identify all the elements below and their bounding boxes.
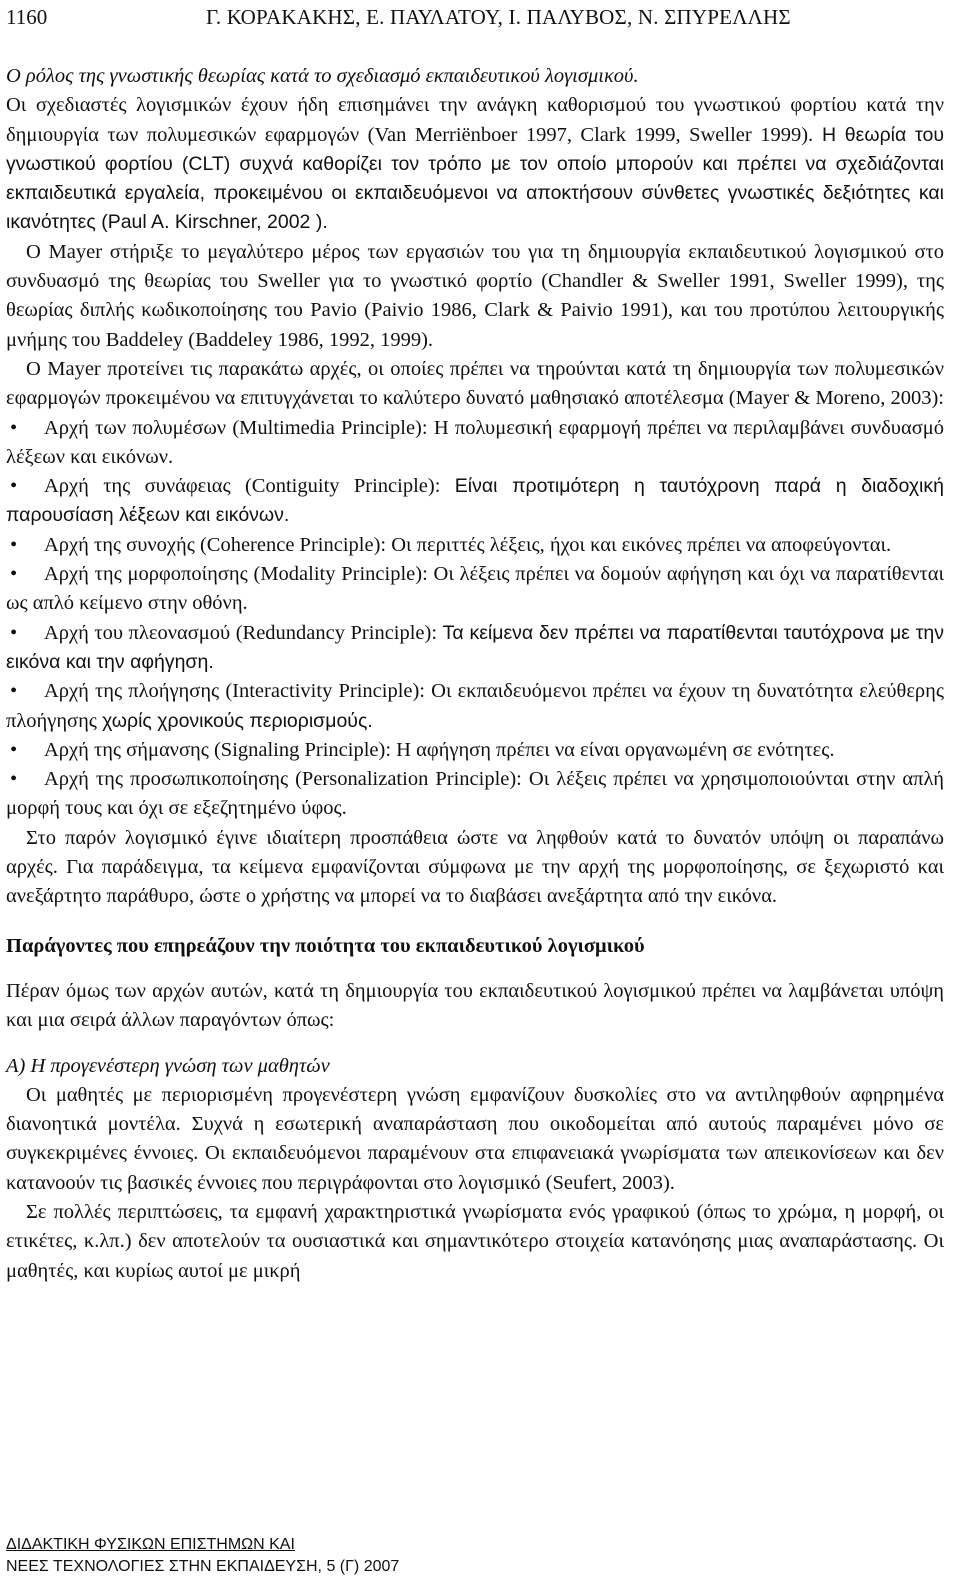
paragraph: Στο παρόν λογισμικό έγινε ιδιαίτερη προσπάθεια ώστε να ληφθούν κατά το δυνατόν υπόψη οι παραπάνω αρχές. Για παράδειγμα, τα κείμενα εμφανίζονται σύμφωνα με την αρχή της μορφοποίησης, σε ξεχωριστό και ανεξάρτητο παράθυρο, ώστε ο χρήστης να μπορεί να το διαβάσει ανεξάρτητα από την εικόνα. bbox=[6, 826, 944, 908]
body-text bbox=[6, 42, 944, 1286]
paragraph: Ο Mayer προτείνει τις παρακάτω αρχές, οι οποίες πρέπει να τηρούνται κατά τη δημιουργία των πολυμεσικών εφαρμογών προκειμένου να επιτυγχάνεται το καλύτερο δυνατό μαθησιακό αποτέλεσμα (Mayer & Moreno, 2003): bbox=[6, 357, 944, 410]
list-item: • Αρχή του πλεονασμού (Redundancy Principle): Τα κείμενα δεν πρέπει να παρατίθενται ταυτόχρονα με την εικόνα και την αφήγηση. bbox=[6, 619, 944, 678]
footer-line: ΝΕΕΣ ΤΕΧΝΟΛΟΓΙΕΣ ΣΤΗΝ ΕΚΠΑΙΔΕΥΣΗ, 5 (Γ) 2007 bbox=[6, 1558, 400, 1575]
bullet-icon: • bbox=[10, 475, 18, 498]
paragraph bbox=[6, 91, 944, 237]
paragraph: Πέραν όμως των αρχών αυτών, κατά τη δημιουργία του εκπαιδευτικού λογισμικού πρέπει να λαμβάνεται υπόψη και μια σειρά άλλων παραγόντων όπως: bbox=[6, 979, 944, 1032]
running-header-authors: Γ. ΚΟΡΑΚΑΚΗΣ, Ε. ΠΑΥΛΑΤΟΥ, Ι. ΠΑΛΥΒΟΣ, Ν. ΣΠΥΡΕΛΛΗΣ bbox=[206, 5, 791, 29]
bullet-icon: • bbox=[10, 416, 18, 439]
bullet-icon: • bbox=[10, 768, 18, 791]
running-footer bbox=[6, 1534, 399, 1578]
list-item: • Αρχή της μορφοποίησης (Modality Principle): Οι λέξεις πρέπει να δομούν αφήγηση και όχι να παρατίθενται ως απλό κείμενο στην οθόνη. bbox=[6, 560, 944, 619]
list-item: • Αρχή της προσωπικοποίησης (Personalization Principle): Οι λέξεις πρέπει να χρησιμοποιούνται στην απλή μορφή τους και όχι σε εξεζητημένο ύφος. bbox=[6, 765, 944, 824]
list-item: • Αρχή της συνοχής (Coherence Principle): Οι περιττές λέξεις, ήχοι και εικόνες πρέπει να αποφεύγονται. bbox=[6, 531, 944, 560]
paragraph: Σε πολλές περιπτώσεις, τα εμφανή χαρακτηριστικά γνωρίσματα ενός γραφικού (όπως το χρώμα, η μορφή, οι ετικέτες, κ.λπ.) δεν αποτελούν τα ουσιαστικά και σημαντικότερο στοιχεία κατανόησης μιας αναπαράστασης. Οι μαθητές, και κυρίως αυτοί με μικρή bbox=[6, 1200, 944, 1282]
paragraph: Ο Mayer στήριξε το μεγαλύτερο μέρος των εργασιών του για τη δημιουργία εκπαιδευτικού λογισμικού στο συνδυασμό της θεωρίας του Sweller για το γνωστικό φορτίο (Chandler & Sweller 1991, Sweller 1999), της θεωρίας διπλής κωδικοποίησης του Pavio (Paivio 1986, Clark & Paivio 1991), και του προτύπου λειτουργικής μνήμης του Baddeley (Baddeley 1986, 1992, 1999). bbox=[6, 240, 944, 351]
list-item: • Αρχή της πλοήγησης (Interactivity Principle): Οι εκπαιδευόμενοι πρέπει να έχουν τη δυνατότητα ελεύθερης πλοήγησης χωρίς χρονικούς περιορισμούς. bbox=[6, 677, 944, 736]
subsection-heading: Α) Η προγενέστερη γνώση των μαθητών bbox=[6, 1054, 330, 1077]
list-item: • Αρχή της συνάφειας (Contiguity Principle): Είναι προτιμότερη η ταυτόχρονη παρά η διαδοχική παρουσίαση λέξεων και εικόνων. bbox=[6, 472, 944, 531]
paragraph: Οι μαθητές με περιορισμένη προγενέστερη γνώση εμφανίζουν δυσκολίες στο να αντιληφθούν αφηρημένα διανοητικά μοντέλα. Συχνά η εσωτερική αναπαράσταση που οικοδομείται από αυτούς παραμένει μόνο σε συγκεκριμένες έννοιες. Οι εκπαιδευόμενοι παραμένουν στα επιφανειακά γνωρίσματα των απεικονίσεων και δεν κατανοούν τις βασικές έννοιες που περιγράφονται στο λογισμικό (Seufert, 2003). bbox=[6, 1083, 944, 1194]
bullet-icon: • bbox=[10, 563, 18, 586]
paragraph-part: Η θεωρία του γνωστικού φορτίου (CLT) συχνά καθορίζει τον τρόπο με τον οποίο μπορούν και πρέπει να σχεδιάζονται εκπαιδευτικά εργαλεία, προκειμένου οι εκπαιδευόμενοι να αποκτήσουν σύνθετες γνωστικές δεξιότητες και ικανότητες (Paul A. Kirschner, 2002 ). bbox=[6, 123, 944, 234]
principles-list bbox=[6, 414, 944, 824]
page-number: 1160 bbox=[6, 5, 48, 29]
bullet-icon: • bbox=[10, 738, 18, 761]
list-item: • Αρχή των πολυμέσων (Multimedia Principle): Η πολυμεσική εφαρμογή πρέπει να περιλαμβάνει συνδυασμό λέξεων και εικόνων. bbox=[6, 414, 944, 473]
bullet-icon: • bbox=[10, 533, 18, 556]
bullet-icon: • bbox=[10, 621, 18, 644]
paragraph-part: Οι σχεδιαστές λογισμικών έχουν ήδη επισημάνει την ανάγκη καθορισμού του γνωστικού φορτίου κατά την δημιουργία των πολυμεσικών εφαρμογών (Van Merriënboer 1997, Clark 1999, Sweller 1999). bbox=[6, 94, 944, 146]
section-title: Ο ρόλος της γνωστικής θεωρίας κατά το σχεδιασμό εκπαιδευτικού λογισμικού. bbox=[6, 65, 639, 87]
list-item: • Αρχή της σήμανσης (Signaling Principle): Η αφήγηση πρέπει να είναι οργανωμένη σε ενότητες. bbox=[6, 736, 944, 765]
section-heading: Παράγοντες που επηρεάζουν την ποιότητα του εκπαιδευτικού λογισμικού bbox=[6, 934, 645, 957]
bullet-icon: • bbox=[10, 680, 18, 703]
footer-line: ΔΙΔΑΚΤΙΚΗ ΦΥΣΙΚΩΝ ΕΠΙΣΤΗΜΩΝ ΚΑΙ bbox=[6, 1536, 295, 1553]
